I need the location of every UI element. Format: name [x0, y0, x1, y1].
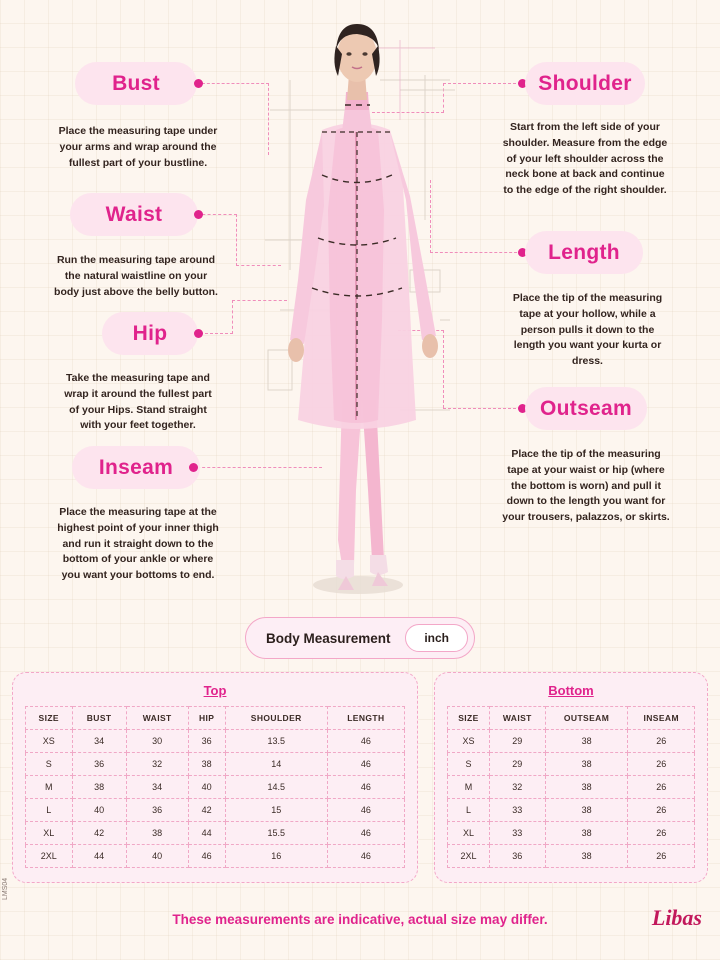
side-code: LMS04: [2, 877, 9, 900]
table-cell: 16: [225, 845, 327, 868]
table-cell: 15.5: [225, 822, 327, 845]
brand-logo: Libas: [651, 905, 702, 930]
table-cell: 46: [327, 799, 404, 822]
label-length: [525, 231, 643, 274]
table-cell: 46: [327, 822, 404, 845]
desc-outseam: Place the tip of the measuring tape at your waist or hip (where the bottom is worn) and pull it down to the length you want for your trousers, palazzos, or skirts.: [502, 448, 670, 523]
table-cell: 46: [327, 845, 404, 868]
dot-inseam: [189, 463, 198, 472]
connector-waist: [197, 214, 237, 215]
table-row: [26, 845, 405, 868]
label-waist: [70, 193, 198, 236]
table-cell: 46: [327, 753, 404, 776]
body-measurement-title: Body Measurement: [266, 630, 391, 646]
connector-waist-vert: [236, 214, 237, 266]
table-cell: 36: [72, 753, 126, 776]
table-cell: 29: [489, 730, 545, 753]
label-hip-text: Hip: [132, 321, 168, 345]
table-card-bottom: [434, 672, 708, 883]
table-cell: 30: [126, 730, 188, 753]
table-cell: 36: [126, 799, 188, 822]
table-header-cell: SIZE: [448, 707, 490, 730]
label-length-text: Length: [548, 240, 620, 264]
table-header-cell: HIP: [188, 707, 225, 730]
table-cell: 38: [545, 753, 628, 776]
table-cell: 14: [225, 753, 327, 776]
table-row: [26, 776, 405, 799]
dot-bust: [194, 79, 203, 88]
table-cell: 29: [489, 753, 545, 776]
table-cell: XL: [26, 822, 73, 845]
label-outseam: [525, 387, 647, 430]
table-cell: 26: [628, 822, 695, 845]
table-cell: 26: [628, 776, 695, 799]
table-cell: 44: [72, 845, 126, 868]
table-row: [448, 753, 695, 776]
desc-shoulder: Start from the left side of your shoulder. Measure from the edge of your left shoulder across the neck bone at back and continue to the edge of the right shoulder.: [502, 121, 668, 196]
table-cell: 36: [489, 845, 545, 868]
table-cell: 38: [545, 822, 628, 845]
size-table-bottom: [447, 706, 695, 868]
table-row: [448, 845, 695, 868]
table-cell: M: [26, 776, 73, 799]
table-cell: 2XL: [448, 845, 490, 868]
table-cell: 38: [188, 753, 225, 776]
table-header-cell: LENGTH: [327, 707, 404, 730]
label-outseam-text: Outseam: [540, 396, 632, 420]
label-bust-text: Bust: [112, 71, 160, 95]
table-cell: 38: [72, 776, 126, 799]
table-cell: 33: [489, 799, 545, 822]
label-hip: [102, 312, 198, 355]
table-cell: 42: [188, 799, 225, 822]
label-inseam-text: Inseam: [98, 455, 174, 479]
label-shoulder-text: Shoulder: [538, 71, 632, 95]
table-header-cell: WAIST: [489, 707, 545, 730]
table-row: [26, 753, 405, 776]
table-cell: S: [26, 753, 73, 776]
table-header-row-bottom: [448, 707, 695, 730]
table-header-cell: OUTSEAM: [545, 707, 628, 730]
table-cell: L: [26, 799, 73, 822]
table-cell: 26: [628, 730, 695, 753]
table-cell: 15: [225, 799, 327, 822]
table-title-top: Top: [203, 683, 227, 698]
table-header-cell: BUST: [72, 707, 126, 730]
table-cell: 40: [72, 799, 126, 822]
footnote: These measurements are indicative, actual size may differ.: [172, 912, 548, 927]
table-cell: 26: [628, 799, 695, 822]
table-row: [26, 822, 405, 845]
table-cell: XS: [448, 730, 490, 753]
table-cell: 42: [72, 822, 126, 845]
table-cell: XL: [448, 822, 490, 845]
table-header-row-top: [26, 707, 405, 730]
unit-toggle-inch[interactable]: inch: [405, 624, 468, 652]
table-row: [448, 799, 695, 822]
desc-bust: Place the measuring tape under your arms and wrap around the fullest part of your bustline.: [58, 125, 218, 169]
table-cell: XS: [26, 730, 73, 753]
table-header-cell: INSEAM: [628, 707, 695, 730]
table-title-bottom: Bottom: [548, 683, 594, 698]
connector-hip-vert: [232, 300, 233, 334]
table-row: [448, 776, 695, 799]
label-inseam: [72, 446, 200, 489]
desc-length: Place the tip of the measuring tape at your hollow, while a person pulls it down to the length you want your kurta or dress.: [512, 292, 663, 367]
table-cell: 32: [489, 776, 545, 799]
table-cell: 40: [188, 776, 225, 799]
table-header-cell: SIZE: [26, 707, 73, 730]
table-cell: 33: [489, 822, 545, 845]
table-cell: 40: [126, 845, 188, 868]
desc-waist: Run the measuring tape around the natural waistline on your body just above the belly button.: [54, 254, 218, 298]
table-cell: 46: [188, 845, 225, 868]
table-cell: 38: [545, 799, 628, 822]
table-cell: 32: [126, 753, 188, 776]
table-cell: 46: [327, 776, 404, 799]
table-cell: 38: [545, 730, 628, 753]
table-row: [26, 730, 405, 753]
table-header-cell: WAIST: [126, 707, 188, 730]
desc-inseam: Place the measuring tape at the highest point of your inner thigh and run it straight down to the bottom of your ankle or where you want your bottoms to end.: [57, 506, 219, 581]
table-header-cell: SHOULDER: [225, 707, 327, 730]
table-cell: 13.5: [225, 730, 327, 753]
table-cell: 34: [126, 776, 188, 799]
desc-hip: Take the measuring tape and wrap it around the fullest part of your Hips. Stand straight with your feet together.: [64, 372, 212, 432]
table-cell: 46: [327, 730, 404, 753]
label-shoulder: [525, 62, 645, 105]
label-bust: [75, 62, 197, 105]
table-cell: 34: [72, 730, 126, 753]
table-cell: S: [448, 753, 490, 776]
fashion-figure-illustration: [250, 20, 470, 600]
dot-waist: [194, 210, 203, 219]
dot-hip: [194, 329, 203, 338]
table-cell: 38: [126, 822, 188, 845]
table-cell: 26: [628, 753, 695, 776]
table-cell: M: [448, 776, 490, 799]
table-row: [448, 822, 695, 845]
table-cell: 26: [628, 845, 695, 868]
table-cell: 14.5: [225, 776, 327, 799]
body-measurement-bar: [245, 617, 475, 659]
table-cell: 38: [545, 845, 628, 868]
label-waist-text: Waist: [105, 202, 163, 226]
size-table-top: [25, 706, 405, 868]
table-row: [26, 799, 405, 822]
table-cell: 44: [188, 822, 225, 845]
table-cell: L: [448, 799, 490, 822]
table-cell: 36: [188, 730, 225, 753]
table-row: [448, 730, 695, 753]
table-cell: 2XL: [26, 845, 73, 868]
table-card-top: [12, 672, 418, 883]
table-cell: 38: [545, 776, 628, 799]
